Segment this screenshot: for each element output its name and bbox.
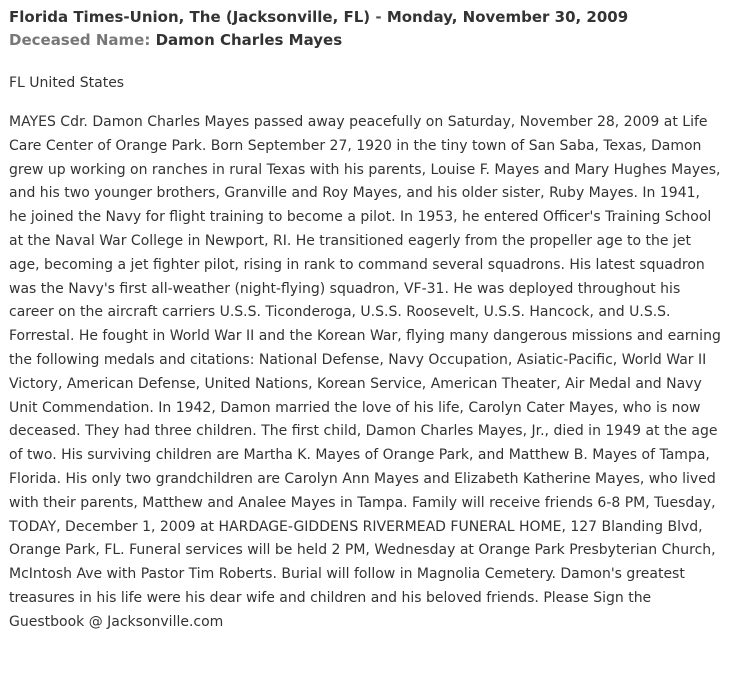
publication-date: Monday, November 30, 2009 bbox=[386, 8, 629, 26]
deceased-name-value: Damon Charles Mayes bbox=[155, 31, 343, 49]
obituary-body: MAYES Cdr. Damon Charles Mayes passed away peacefully on Saturday, November 28, 2009 at Life Care Center of Orange Park. Born September 27, 1920 in the tiny town of San Saba, Texas, Damon grew up working on ranches in rural Texas with his parents, Louise F. Mayes and Mary Hughes Mayes, and his two younger brothers, Granville and Roy Mayes, and his older sister, Ruby Mayes. In 1941, he joined the Navy for flight training to become a pilot. In 1953, he entered Officer's Training School at the Naval War College in Newport, RI. He transitioned eagerly from the propeller age to the jet age, becoming a jet fighter pilot, rising in rank to command several squadrons. His latest squadron was the Navy's first all-weather (night-flying) squadron, VF-31. He was deployed throughout his career on the aircraft carriers U.S.S. Ticonderoga, U.S.S. Roosevelt, U.S.S. Hancock, and U.S.S. Forrestal. He fought in World War II and the Korean War, flying many dangerous missions and earning the following medals and citations: National Defense, Navy Occupation, Asiatic-Pacific, World War II Victory, American Defense, United Nations, Korean Service, American Theater, Air Medal and Navy Unit Commendation. In 1942, Damon married the love of his life, Carolyn Cater Mayes, who is now deceased. They had three children. The first child, Damon Charles Mayes, Jr., died in 1949 at the age of two. His surviving children are Martha K. Mayes of Orange Park, and Matthew B. Mayes of Tampa, Florida. His only two grandchildren are Carolyn Ann Mayes and Elizabeth Katherine Mayes, who lived with their parents, Matthew and Analee Mayes in Tampa. Family will receive friends 6-8 PM, Tuesday, TODAY, December 1, 2009 at HARDAGE-GIDDENS RIVERMEAD FUNERAL HOME, 127 Blanding Blvd, Orange Park, FL. Funeral services will be held 2 PM, Wednesday at Orange Park Presbyterian Church, McIntosh Ave with Pastor Tim Roberts. Burial will follow in Magnolia Cemetery. Damon's greatest treasures in his life were his dear wife and children and his beloved friends. Please Sign the Guestbook @ Jacksonville.com bbox=[9, 114, 721, 630]
publication-name: Florida Times-Union, The (Jacksonville, FL) bbox=[9, 8, 371, 26]
deceased-name-line bbox=[9, 29, 732, 52]
header-separator: - bbox=[370, 8, 387, 26]
location-text: FL United States bbox=[9, 75, 125, 91]
deceased-name-label: Deceased Name: bbox=[9, 31, 156, 49]
publication-header bbox=[9, 6, 732, 29]
